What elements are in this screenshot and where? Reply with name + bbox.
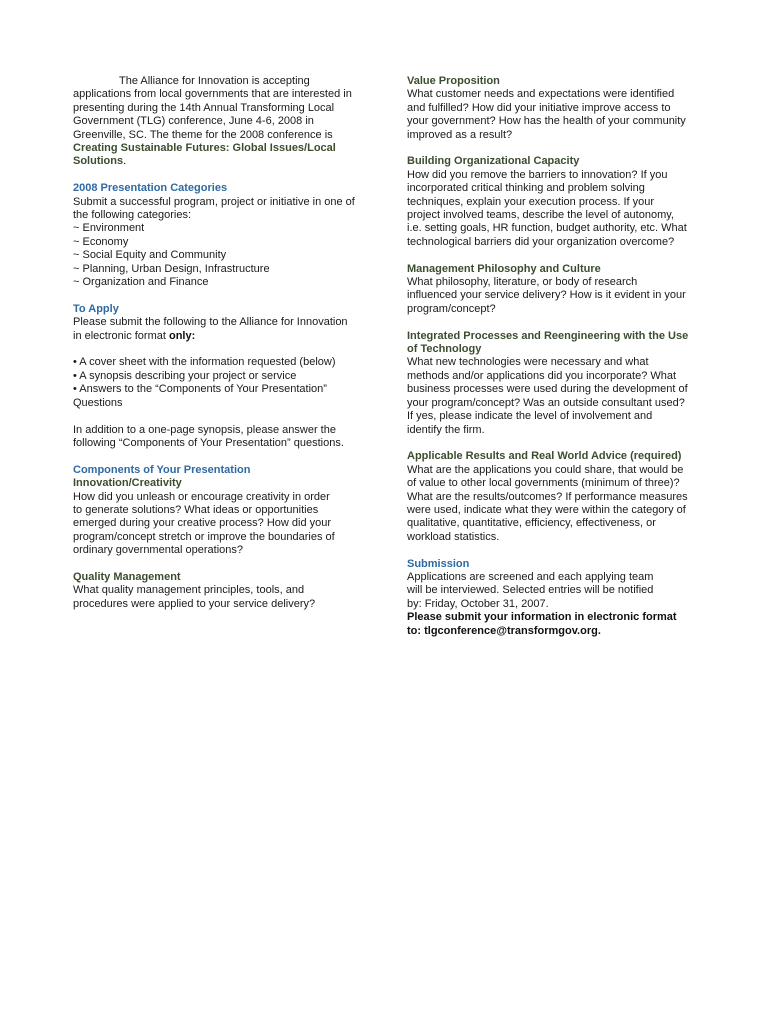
quality-text: What quality management principles, tools, and <box>73 584 305 597</box>
results-text: qualitative, quantitative, efficiency, effectiveness, or <box>407 517 656 530</box>
innovation-text: program/concept stretch or improve the boundaries of <box>73 530 335 543</box>
submission-text: will be interviewed. Selected entries will be notified <box>407 584 654 597</box>
innovation-heading: Innovation/Creativity <box>73 477 182 490</box>
value-text: What customer needs and expectations were identified <box>407 88 675 101</box>
list-item: • Answers to the “Components of Your Presentation” <box>73 383 327 396</box>
capacity-text: incorporated critical thinking and problem solving <box>407 182 645 195</box>
integrated-text: your program/concept? Was an outside consultant used? <box>407 396 685 409</box>
innovation-text: to generate solutions? What ideas or opportunities <box>73 503 319 516</box>
value-text: improved as a result? <box>407 128 513 141</box>
submission-email: to: tlgconference@transformgov.org. <box>407 624 601 637</box>
list-item: Questions <box>73 396 123 409</box>
integrated-text: methods and/or applications did you incorporate? What <box>407 369 677 382</box>
capacity-heading: Building Organizational Capacity <box>407 155 580 168</box>
intro-line: presenting during the 14th Annual Transforming Local <box>73 101 335 114</box>
synopsis-text: In addition to a one-page synopsis, please answer the <box>73 423 336 436</box>
intro-line: Greenville, SC. The theme for the 2008 conference is <box>73 128 333 141</box>
innovation-text: ordinary governmental operations? <box>73 544 243 557</box>
synopsis-text: following “Components of Your Presentation” questions. <box>73 436 344 449</box>
philosophy-text: program/concept? <box>407 302 496 315</box>
intro-line: The Alliance for Innovation is accepting <box>119 75 310 87</box>
conference-theme-cont: Solutions. <box>73 155 127 168</box>
integrated-heading: Integrated Processes and Reengineering with the Use <box>407 329 689 342</box>
components-heading: Components of Your Presentation <box>73 463 251 476</box>
results-text: were used, indicate what they were within the category of <box>407 503 686 516</box>
apply-items-list <box>73 356 373 410</box>
submission-text: Applications are screened and each applying team <box>407 570 654 583</box>
innovation-text: How did you unleash or encourage creativity in order <box>73 490 330 503</box>
categories-list <box>73 222 373 289</box>
conference-theme: Creating Sustainable Futures: Global Issues/Local <box>73 142 336 155</box>
integrated-text: What new technologies were necessary and what <box>407 356 649 369</box>
list-item: ~ Environment <box>73 222 145 235</box>
submission-instruction: Please submit your information in electronic format <box>407 611 677 624</box>
intro-line: applications from local governments that are interested in <box>73 88 352 101</box>
apply-heading: To Apply <box>73 302 119 315</box>
results-text: What are the applications you could share, that would be <box>407 463 684 476</box>
apply-text: Please submit the following to the Alliance for Innovation <box>73 316 348 329</box>
value-text: your government? How has the health of your community <box>407 115 686 128</box>
categories-intro: Submit a successful program, project or initiative in one of <box>73 195 355 208</box>
capacity-text: How did you remove the barriers to innovation? If you <box>407 168 668 181</box>
capacity-text: techniques, explain your execution process. If your <box>407 195 655 208</box>
philosophy-heading: Management Philosophy and Culture <box>407 262 601 275</box>
list-item: • A cover sheet with the information requested (below) <box>73 356 336 369</box>
list-item: • A synopsis describing your project or service <box>73 369 297 382</box>
results-text: of value to other local governments (minimum of three)? <box>407 477 680 490</box>
results-text: workload statistics. <box>407 530 500 543</box>
philosophy-text: What philosophy, literature, or body of research <box>407 276 638 289</box>
categories-heading: 2008 Presentation Categories <box>73 182 228 195</box>
capacity-text: project involved teams, describe the level of autonomy, <box>407 209 674 222</box>
apply-text: in electronic format only: <box>73 329 196 342</box>
integrated-text: identify the firm. <box>407 423 485 436</box>
capacity-text: i.e. setting goals, HR function, budget authority, etc. What <box>407 222 687 235</box>
submission-heading: Submission <box>407 557 470 570</box>
value-text: and fulfilled? How did your initiative improve access to <box>407 101 671 114</box>
submission-deadline: by: Friday, October 31, 2007. <box>407 597 549 610</box>
list-item: ~ Organization and Finance <box>73 276 209 289</box>
results-heading: Applicable Results and Real World Advice (required) <box>407 450 682 463</box>
integrated-heading: of Technology <box>407 343 482 356</box>
value-heading: Value Proposition <box>407 75 500 87</box>
right-column <box>407 75 707 638</box>
list-item: ~ Economy <box>73 235 129 248</box>
categories-intro: the following categories: <box>73 209 192 222</box>
innovation-text: emerged during your creative process? How did your <box>73 517 332 530</box>
quality-text: procedures were applied to your service delivery? <box>73 597 316 610</box>
list-item: ~ Planning, Urban Design, Infrastructure <box>73 262 270 275</box>
left-column <box>73 75 373 611</box>
list-item: ~ Social Equity and Community <box>73 249 227 262</box>
results-text: What are the results/outcomes? If performance measures <box>407 490 688 503</box>
integrated-text: If yes, please indicate the level of involvement and <box>407 410 653 423</box>
intro-line: Government (TLG) conference, June 4-6, 2008 in <box>73 115 314 128</box>
quality-heading: Quality Management <box>73 570 181 583</box>
integrated-text: business processes were used during the development of <box>407 383 688 396</box>
capacity-text: technological barriers did your organization overcome? <box>407 235 675 248</box>
philosophy-text: influenced your service delivery? How is it evident in your <box>407 289 686 302</box>
